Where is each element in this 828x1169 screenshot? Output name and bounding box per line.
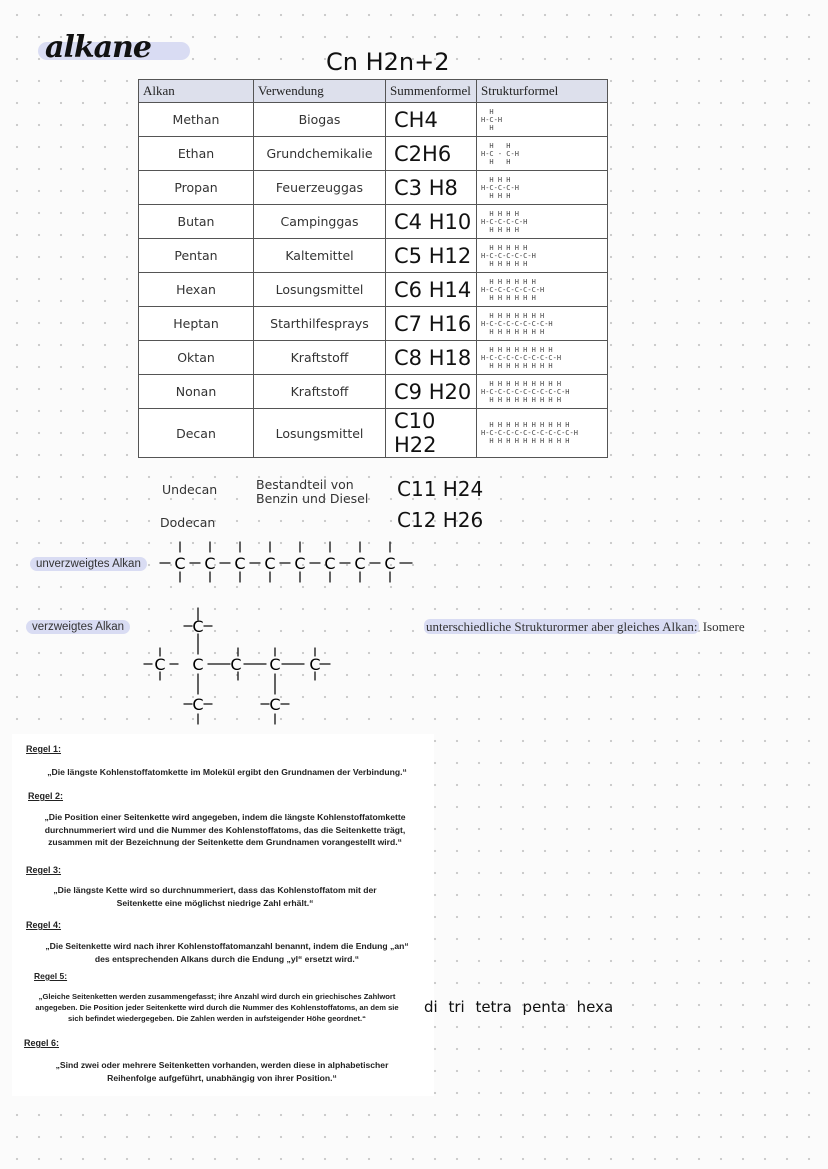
- greek-prefixes: di tri tetra penta hexa: [424, 998, 614, 1016]
- verwendung-cell: Starthilfesprays: [254, 307, 386, 341]
- table-row: [139, 409, 608, 458]
- strukturformel-cell: H H H H H-C-C-C-C-H H H H H: [477, 205, 608, 239]
- svg-text:C: C: [294, 554, 306, 573]
- svg-text:C: C: [384, 554, 396, 573]
- alkan-cell: Pentan: [139, 239, 254, 273]
- strukturformel-cell: H H H H H H H H H-C-C-C-C-C-C-C-C-H H H H H H H H H: [477, 341, 608, 375]
- svg-text:C: C: [269, 695, 281, 714]
- rule-heading: Regel 4:: [26, 920, 62, 930]
- table-row: [139, 137, 608, 171]
- extra-row-alkan: Undecan: [162, 482, 218, 497]
- column-header-summenformel: Summenformel: [386, 80, 477, 103]
- svg-text:C: C: [354, 554, 366, 573]
- strukturformel-cell: H H H-C - C-H H H: [477, 137, 608, 171]
- rule-text: „Die Position einer Seitenkette wird angegeben, indem die längste Kohlenstoffatomkette durchnummeriert wird und die Nummer des Kohlenstoffatoms, das die Seitenkette trägt, zusammen mit der Bezeichnung der Seitenkette dem Grundnamen vorangestellt wird.“: [44, 812, 406, 848]
- svg-text:C: C: [230, 655, 242, 674]
- nomenclature-rules: [12, 734, 434, 1096]
- verwendung-cell: Kaltemittel: [254, 239, 386, 273]
- alkan-cell: Ethan: [139, 137, 254, 171]
- unbranched-chain-drawing: [150, 534, 440, 594]
- alkan-cell: Methan: [139, 103, 254, 137]
- verwendung-cell: Kraftstoff: [254, 341, 386, 375]
- verwendung-cell: Campinggas: [254, 205, 386, 239]
- svg-text:C: C: [234, 554, 246, 573]
- rule-heading: Regel 6:: [24, 1038, 60, 1048]
- summenformel-cell: C4 H10: [386, 205, 477, 239]
- svg-text:C: C: [204, 554, 216, 573]
- summenformel-cell: C8 H18: [386, 341, 477, 375]
- summenformel-cell: C2H6: [386, 137, 477, 171]
- rule-heading: Regel 2:: [28, 791, 64, 801]
- verwendung-cell: Grundchemikalie: [254, 137, 386, 171]
- table-row: [139, 341, 608, 375]
- svg-text:C: C: [269, 655, 281, 674]
- alkan-cell: Decan: [139, 409, 254, 458]
- rule-heading: Regel 3:: [26, 865, 62, 875]
- svg-text:C: C: [192, 655, 204, 674]
- table-row: [139, 239, 608, 273]
- branched-label-wrap: [26, 617, 130, 635]
- svg-text:C: C: [154, 655, 166, 674]
- alkan-cell: Nonan: [139, 375, 254, 409]
- table-row: [139, 307, 608, 341]
- column-header-strukturformel: Strukturformel: [477, 80, 608, 103]
- rule-text: „Die längste Kohlenstoffatomkette im Molekül ergibt den Grundnamen der Verbindung.“: [47, 767, 407, 777]
- table-row: [139, 171, 608, 205]
- branched-chain-drawing: [140, 604, 360, 730]
- page-title: alkane: [45, 30, 151, 65]
- summenformel-cell: C5 H12: [386, 239, 477, 273]
- isomer-note: [424, 619, 745, 635]
- summenformel-cell: C10 H22: [386, 409, 477, 458]
- table-row: [139, 273, 608, 307]
- svg-text:C: C: [264, 554, 276, 573]
- table-header-row: [139, 80, 608, 103]
- summenformel-cell: C3 H8: [386, 171, 477, 205]
- table-row: [139, 103, 608, 137]
- alkan-cell: Butan: [139, 205, 254, 239]
- strukturformel-cell: H H H H H H H H H H-C-C-C-C-C-C-C-C-C-H H H H H H H H H H: [477, 375, 608, 409]
- strukturformel-cell: H H-C-H H: [477, 103, 608, 137]
- svg-text:C: C: [192, 695, 204, 714]
- unbranched-label: unverzweigtes Alkan: [30, 557, 147, 571]
- summenformel-cell: C7 H16: [386, 307, 477, 341]
- alkan-cell: Oktan: [139, 341, 254, 375]
- rule-text: „Gleiche Seitenketten werden zusammengefasst; ihre Anzahl wird durch ein griechisches Zahlwort angegeben. Die Position jeder Seitenkette wird durch die Nummer des Kohlenstoffatoms, an dem sie sich befindet wiedergegeben. Die Zahlen werden in aufsteigender Höhe geordnet.“: [35, 992, 399, 1023]
- rule-heading: Regel 1:: [26, 744, 62, 754]
- strukturformel-cell: H H H H-C-C-C-H H H H: [477, 171, 608, 205]
- svg-text:C: C: [192, 617, 204, 636]
- extra-row-verwendung: Bestandteil von Benzin und Diesel: [256, 477, 369, 506]
- extra-row-formel: C11 H24: [397, 477, 484, 501]
- alkan-cell: Hexan: [139, 273, 254, 307]
- strukturformel-cell: H H H H H H H H-C-C-C-C-C-C-C-H H H H H H H H: [477, 307, 608, 341]
- strukturformel-cell: H H H H H H H H H H H-C-C-C-C-C-C-C-C-C-C-H H H H H H H H H H H: [477, 409, 608, 458]
- strukturformel-cell: H H H H H H-C-C-C-C-C-H H H H H H: [477, 239, 608, 273]
- alkane-table: [138, 79, 608, 458]
- branched-label: verzweigtes Alkan: [26, 620, 130, 634]
- summenformel-cell: C6 H14: [386, 273, 477, 307]
- verwendung-cell: Kraftstoff: [254, 375, 386, 409]
- extra-row-formel: C12 H26: [397, 508, 484, 530]
- svg-text:C: C: [324, 554, 336, 573]
- general-formula: Cn H2n+2: [326, 48, 450, 76]
- verwendung-cell: Biogas: [254, 103, 386, 137]
- isomer-word: Isomere: [702, 619, 745, 634]
- alkan-cell: Propan: [139, 171, 254, 205]
- column-header-alkan: Alkan: [139, 80, 254, 103]
- svg-text:C: C: [309, 655, 321, 674]
- table-row: [139, 375, 608, 409]
- verwendung-cell: Feuerzeuggas: [254, 171, 386, 205]
- table-row: [139, 205, 608, 239]
- isomer-text: unterschiedliche Strukturormer aber gleiches Alkan:: [426, 619, 698, 634]
- unbranched-label-wrap: [30, 554, 147, 572]
- verwendung-cell: Losungsmittel: [254, 409, 386, 458]
- extra-row-alkan: Dodecan: [160, 515, 216, 530]
- rule-text: „Die längste Kette wird so durchnummeriert, dass das Kohlenstoffatom mit der Seitenkette eine möglichst niedrige Zahl erhält.“: [53, 885, 377, 908]
- verwendung-cell: Losungsmittel: [254, 273, 386, 307]
- summenformel-cell: C9 H20: [386, 375, 477, 409]
- alkan-cell: Heptan: [139, 307, 254, 341]
- rule-heading: Regel 5:: [34, 971, 68, 981]
- column-header-verwendung: Verwendung: [254, 80, 386, 103]
- rule-text: „Die Seitenkette wird nach ihrer Kohlenstoffatomanzahl benannt, indem die Endung „an“ des entsprechenden Alkans durch die Endung „yl“ ersetzt wird.“: [45, 941, 409, 964]
- rule-text: „Sind zwei oder mehrere Seitenketten vorhanden, werden diese in alphabetischer Reihenfolge aufgeführt, unabhängig von ihrer Position.“: [55, 1060, 389, 1083]
- svg-text:C: C: [174, 554, 186, 573]
- summenformel-cell: CH4: [386, 103, 477, 137]
- strukturformel-cell: H H H H H H H-C-C-C-C-C-C-H H H H H H H: [477, 273, 608, 307]
